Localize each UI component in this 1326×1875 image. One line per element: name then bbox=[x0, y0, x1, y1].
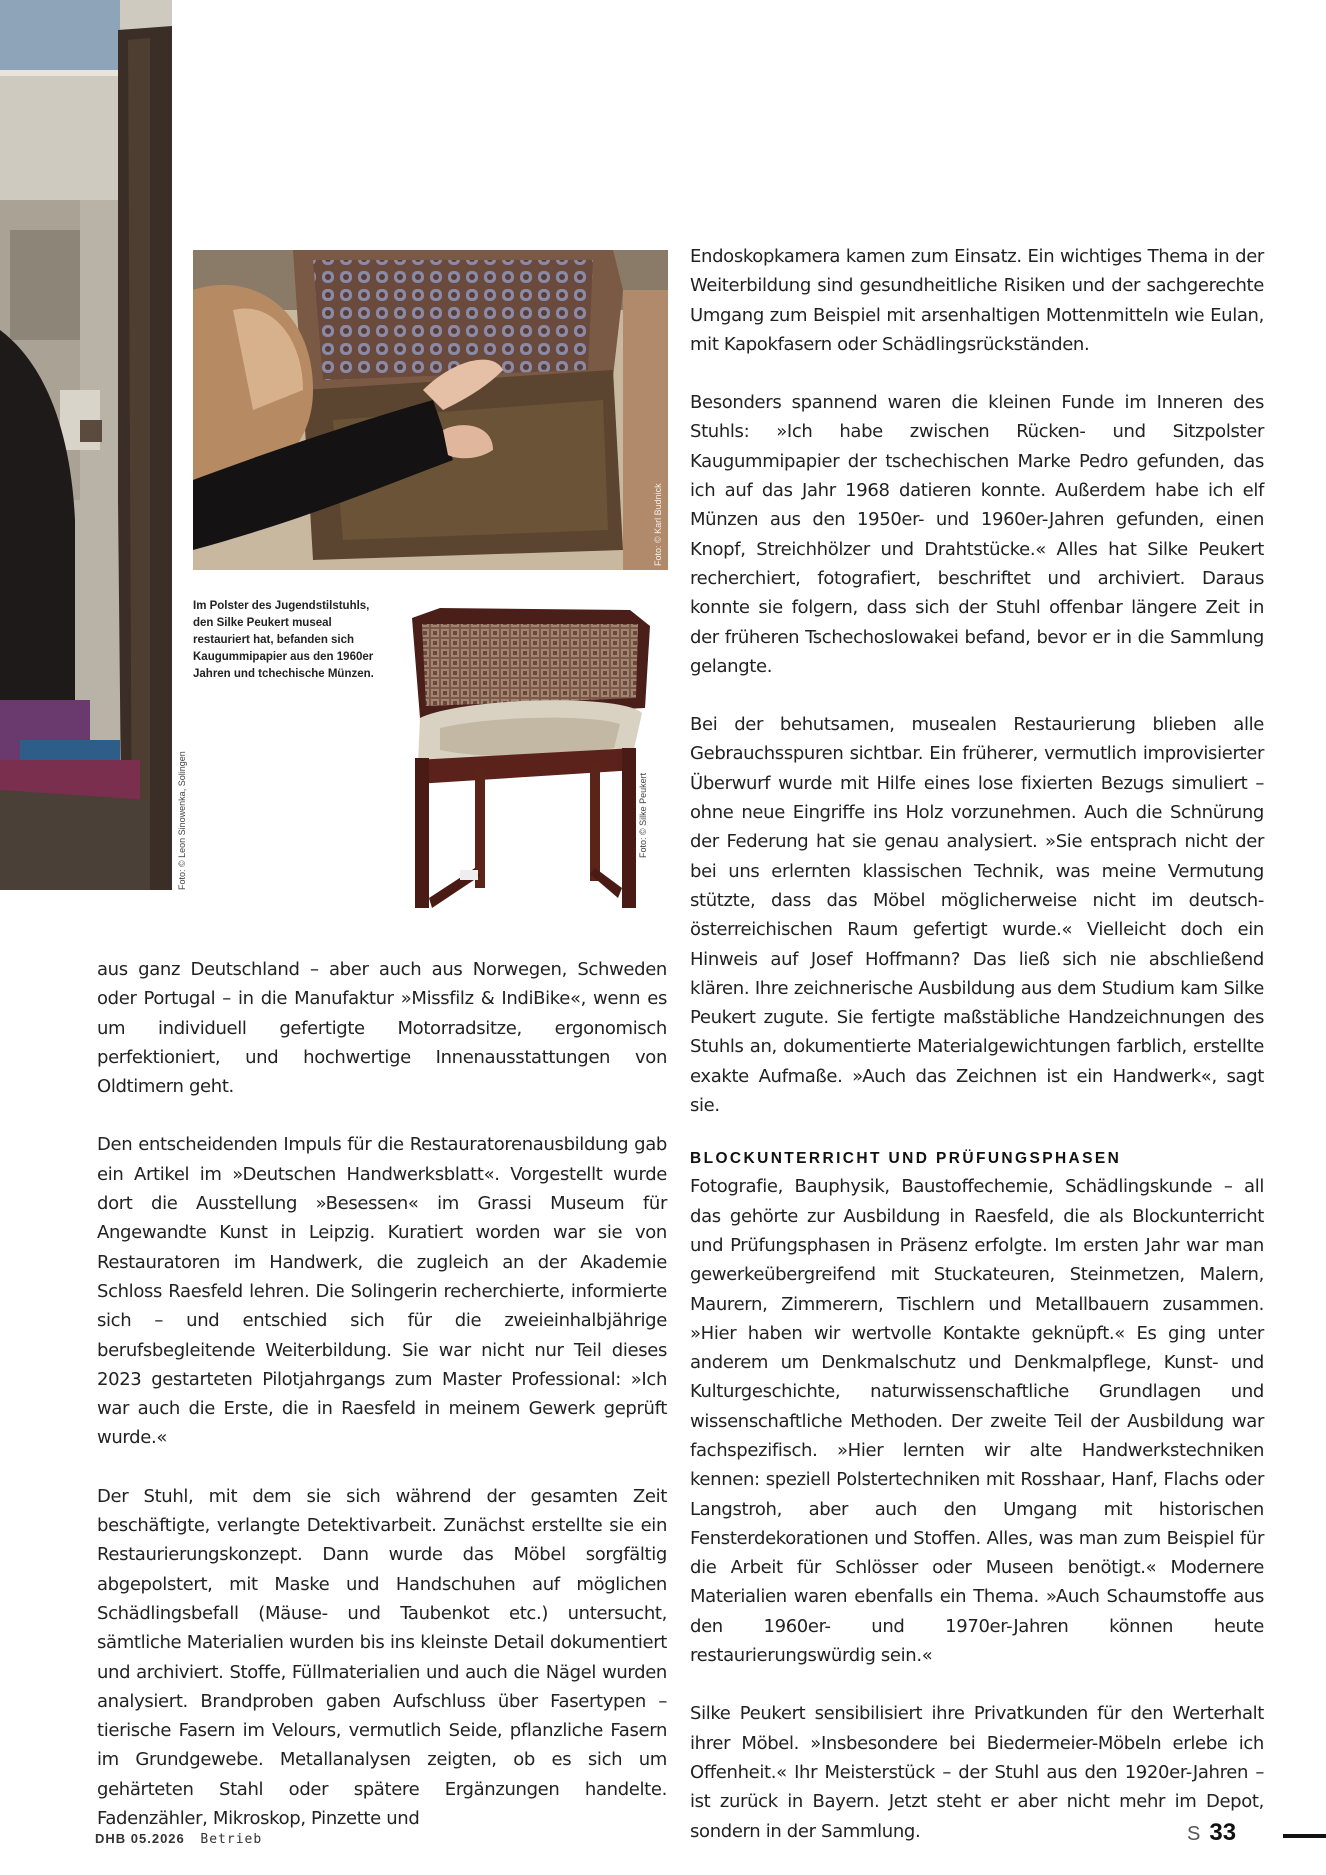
page-prefix: S bbox=[1187, 1823, 1201, 1845]
right-paragraph-3: Bei der behutsamen, musealen Restaurierung blieben alle Gebrauchsspuren sichtbar. Ein früherer, vermutlich improvisierter Überwurf wurde mit Hilfe eines lose fixierten Bezugs simuliert – ohne neue Eingriffe ins Holz vorzunehmen. Auch die Schnürung der Federung hat sie genau analysiert. »Sie entsprach nicht der bei uns erlernten klassischen Technik, was meine Vermutung stützte, dass das Möbel möglicherweise nicht im deutsch-österreichischen Raum gefertigt wurde.« Vielleicht doch ein Hinweis auf Josef Hoffmann? Das ließ sich nie abschließend klären. Ihre zeichnerische Ausbildung aus dem Studium kam Silke Peukert zugute. Sie fertigte maßstäbliche Handzeichnungen des Stuhls an, dokumentierte Materialgewichtungen farblich, erstellte exakte Aufmaße. »Auch das Zeichnen ist ein Handwerk«, sagt sie. bbox=[690, 714, 1264, 1117]
left-paragraph-2: Den entscheidenden Impuls für die Restauratorenausbildung gab ein Artikel im »Deutschen Handwerksblatt«. Vorgestellt wurde dort die Ausstellung »Besessen« im Grassi Museum für Angewandte Kunst in Leipzig. Kuratiert worden war sie von Restauratoren im Handwerk, die zugleich an der Akademie Schloss Raesfeld lehren. Die Solingerin recherchierte, informierte sich – und entschied sich für die zweieinhalbjährige berufsbegleitende Weiterbildung. Sie war nicht nur Teil dieses 2023 gestarteten Pilotjahrgangs zum Master Professional: »Ich war auch die Erste, die in Raesfeld in meinem Gewerk geprüft wurde.« bbox=[97, 1134, 667, 1449]
right-paragraph-1: Endoskopkamera kamen zum Einsatz. Ein wichtiges Thema in der Weiterbildung sind gesundheitliche Risiken und der sachgerechte Umgang zum Beispiel mit arsenhaltigen Mottenmitteln wie Eulan, mit Kapokfasern oder Schädlingsrückständen. bbox=[690, 246, 1264, 355]
photo-credit-top: Foto: © Karl Budnick bbox=[653, 483, 663, 566]
page-number-value: 33 bbox=[1209, 1819, 1237, 1846]
left-paragraph-1: aus ganz Deutschland – aber auch aus Norwegen, Schweden oder Portugal – in die Manufaktur »Missfilz & IndiBike«, wenn es um individuell gefertigte Motorradsitze, ergonomisch perfektioniert, und hochwertige Innenausstattungen von Oldtimern geht. bbox=[97, 959, 667, 1098]
photo-caption: Im Polster des Jugendstilstuhls, den Silke Peukert museal restauriert hat, befanden sich Kaugummipapier aus den 1960er Jahren und tchechische Münzen. bbox=[193, 600, 374, 680]
section-heading: BLOCKUNTERRICHT UND PRÜFUNGSPHASEN bbox=[690, 1150, 1122, 1168]
left-paragraph-3: Der Stuhl, mit dem sie sich während der gesamten Zeit beschäftigte, verlangte Detektivarbeit. Zunächst erstellte sie ein Restaurierungskonzept. Dann wurde das Möbel sorgfältig abgepolstert, mit Maske und Handschuhen auf möglichen Schädlingsbefall (Mäuse- und Taubenkot etc.) untersucht, sämtliche Materialien wurden bis ins kleinste Detail dokumentiert und archiviert. Stoffe, Füllmaterialien und auch die Nägel wurden analysiert. Brandproben gaben Aufschluss über Fasertypen – tierische Fasern im Velours, vermutlich Seide, pflanzliche Fasern im Grundgewebe. Metallanalysen zeigten, ob es sich um gehärteten Stahl oder spätere Ergänzungen handelte. Fadenzähler, Mikroskop, Pinzette und bbox=[97, 1485, 667, 1830]
right-paragraph-4: Fotografie, Bauphysik, Baustoffechemie, Schädlingskunde – all das gehörte zur Ausbildung in Raesfeld, die als Blockunterricht und Prüfungsphasen in Präsenz erfolgte. Im ersten Jahr war man gewerkeübergreifend mit Stuckateuren, Steinmetzen, Malern, Maurern, Zimmerern, Tischlern und Metallbauern zusammen. »Hier haben wir wertvolle Kontakte geknüpft.« Es ging unter anderem um Denkmalschutz und Denkmalpflege, Kunst- und Kulturgeschichte, naturwissenschaftliche Grundlagen und wissenschaftliche Methoden. Der zweite Teil der Ausbildung war fachspezifisch. »Hier lernten wir alte Handwerkstechniken kennen: speziell Polstertechniken mit Rosshaar, Hanf, Flachs oder Langstroh, aber auch den Umgang mit historischen Fensterdekorationen und Stoffen. Alles, was man zum Beispiel für die Arbeit für Schlösser oder Museen benötigt.« Modernere Materialien waren ebenfalls ein Thema. »Auch Schaumstoffe aus den 1960er- und 1970er-Jahren können heute restaurierungswürdig sein.« bbox=[690, 1176, 1264, 1667]
workshop-photo bbox=[0, 0, 172, 890]
photo-credit-left-label: Foto: © Leon Sinowenka, Solingen bbox=[177, 751, 187, 890]
upholstery-photo-graphic bbox=[193, 250, 668, 570]
footer-rule bbox=[1283, 1834, 1326, 1838]
upholstery-photo bbox=[193, 250, 668, 570]
photo-credit-chair: Foto: © Silke Peukert bbox=[638, 772, 648, 858]
left-column bbox=[97, 955, 667, 1833]
page-number bbox=[1187, 1819, 1236, 1847]
right-paragraph-5: Silke Peukert sensibilisiert ihre Privatkunden für den Werterhalt ihrer Möbel. »Insbesondere bei Biedermeier-Möbeln erlebe ich Offenheit.« Ihr Meisterstück – der Stuhl aus den 1920er-Jahren – ist zurück in Bayern. Jetzt steht er aber nicht mehr im Depot, sondern in der Sammlung. bbox=[690, 1703, 1264, 1842]
right-paragraph-2: Besonders spannend waren die kleinen Funde im Inneren des Stuhls: »Ich habe zwischen Rücken- und Sitzpolster Kaugummipapier der tschechischen Marke Pedro gefunden, das ich auf das Jahr 1968 datieren konnte. Außerdem habe ich elf Münzen aus den 1950er- und 1960er-Jahren gefunden, einen Knopf, Streichhölzer und Drahtstücke.« Alles hat Silke Peukert recherchiert, fotografiert, beschriftet und archiviert. Daraus konnte sie folgern, dass sich der Stuhl offenbar längere Zeit in der früheren Tschechoslowakei befand, bevor er in die Sammlung gelangte. bbox=[690, 392, 1264, 677]
magazine-issue: DHB 05.2026 bbox=[95, 1831, 185, 1846]
section-name: Betrieb bbox=[200, 1832, 263, 1847]
page-footer bbox=[95, 1831, 262, 1847]
workshop-photo-graphic bbox=[0, 0, 172, 890]
chair-photo-graphic bbox=[400, 598, 665, 923]
chair-photo bbox=[400, 598, 665, 923]
right-column bbox=[690, 242, 1264, 1846]
